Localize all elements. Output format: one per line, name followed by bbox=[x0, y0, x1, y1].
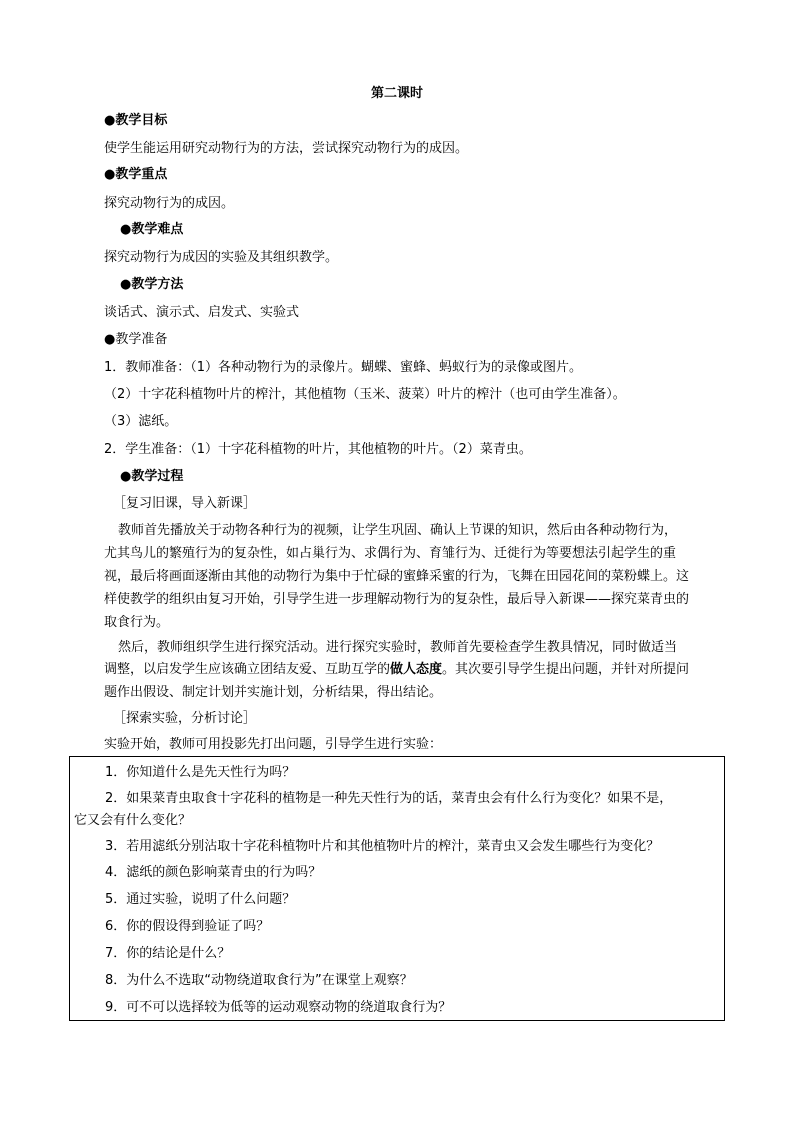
question-item: 2．如果菜青虫取食十字花科的植物是一种先天性行为的话，菜青虫会有什么行为变化？如果不是， bbox=[105, 791, 673, 806]
para2-line: 然后，教师组织学生进行探究活动。进行探究实验时，教师首先要检查学生教具情况，同时做适当 bbox=[118, 640, 678, 655]
para2-text: 。其次要引导学生提出问题，并针对所提问 bbox=[442, 662, 690, 677]
difficulty-heading: ●教学难点 bbox=[120, 222, 184, 237]
method-heading: ●教学方法 bbox=[120, 277, 184, 292]
explore-heading: ［探索实验，分析讨论］ bbox=[113, 711, 257, 726]
review-heading: ［复习旧课，导入新课］ bbox=[113, 496, 257, 511]
para1-line: 教师首先播放关于动物各种行为的视频，让学生巩固、确认上节课的知识，然后由各种动物行为， bbox=[118, 523, 678, 538]
question-item: 9．可不可以选择较为低等的运动观察动物的绕道取食行为？ bbox=[105, 1000, 452, 1015]
para1-line: 尤其鸟儿的繁殖行为的复杂性，如占巢行为、求偶行为、育雏行为、迁徙行为等要想法引起学生的重 bbox=[104, 546, 677, 561]
prep-item: （2）十字花科植物叶片的榨汁，其他植物（玉米、菠菜）叶片的榨汁（也可由学生准备）。 bbox=[104, 387, 626, 402]
question-item: 6．你的假设得到验证了吗？ bbox=[105, 919, 270, 934]
question-item-continued: 它又会有什么变化？ bbox=[74, 813, 192, 828]
para2-line: 题作出假设、制定计划并实施计划，分析结果，得出结论。 bbox=[104, 685, 443, 700]
process-heading: ●教学过程 bbox=[120, 469, 184, 484]
question-item: 4．滤纸的颜色影响菜青虫的行为吗？ bbox=[105, 865, 322, 880]
para2-emphasis: 做人态度 bbox=[390, 662, 443, 677]
question-item: 7．你的结论是什么？ bbox=[105, 946, 231, 961]
focus-text: 探究动物行为的成因。 bbox=[104, 196, 235, 211]
para1-line: 取食行为。 bbox=[104, 615, 170, 630]
question-box bbox=[69, 756, 725, 1021]
para1-line: 样使教学的组织由复习开始，引导学生进一步理解动物行为的复杂性，最后导入新课——探究菜青虫的 bbox=[104, 592, 690, 607]
question-item: 3．若用滤纸分别沾取十字花科植物叶片和其他植物叶片的榨汁，菜青虫又会发生哪些行为变化？ bbox=[105, 839, 660, 854]
method-text: 谈话式、演示式、启发式、实验式 bbox=[104, 305, 300, 320]
objective-heading: ●教学目标 bbox=[104, 113, 168, 128]
prep-item: 2．学生准备：（1）十字花科植物的叶片，其他植物的叶片。（2）菜青虫。 bbox=[104, 442, 532, 457]
explore-intro: 实验开始，教师可用投影先打出问题，引导学生进行实验： bbox=[104, 737, 443, 752]
focus-heading: ●教学重点 bbox=[104, 167, 168, 182]
question-item: 1．你知道什么是先天性行为吗？ bbox=[105, 765, 296, 780]
prep-heading: ●教学准备 bbox=[104, 332, 168, 347]
question-item: 5．通过实验，说明了什么问题？ bbox=[105, 892, 296, 907]
prep-item: （3）滤纸。 bbox=[104, 414, 178, 429]
lesson-title: 第二课时 bbox=[370, 86, 423, 101]
question-item: 8．为什么不选取“动物绕道取食行为”在课堂上观察？ bbox=[105, 973, 413, 988]
para2-line bbox=[104, 662, 689, 678]
para1-line: 视，最后将画面逐渐由其他的动物行为集中于忙碌的蜜蜂采蜜的行为，飞舞在田园花间的菜粉蝶上。这 bbox=[104, 569, 690, 584]
objective-text: 使学生能运用研究动物行为的方法，尝试探究动物行为的成因。 bbox=[104, 141, 469, 156]
para2-text: 调整，以启发学生应该确立团结友爱、互助互学的 bbox=[104, 662, 391, 677]
prep-item: 1．教师准备：（1）各种动物行为的录像片。蝴蝶、蜜蜂、蚂蚁行为的录像或图片。 bbox=[104, 360, 583, 375]
difficulty-text: 探究动物行为成因的实验及其组织教学。 bbox=[104, 250, 339, 265]
